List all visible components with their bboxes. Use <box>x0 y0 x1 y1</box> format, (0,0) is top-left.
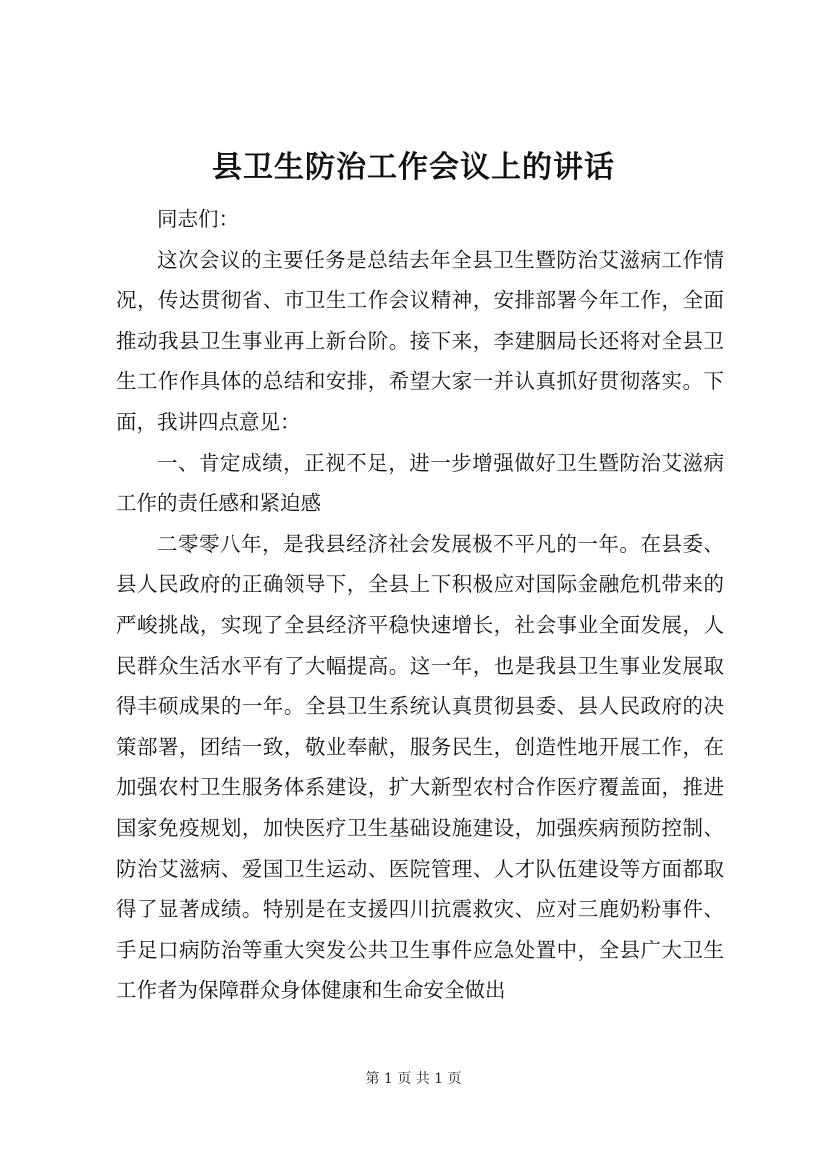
document-title: 县卫生防治工作会议上的讲话 <box>212 150 615 185</box>
intro-paragraph: 这次会议的主要任务是总结去年全县卫生暨防治艾滋病工作情况，传达贯彻省、市卫生工作会议精神，安排部署今年工作，全面推动我县卫生事业再上新台阶。接下来，李建胭局长还将对全县卫生工作作具体的总结和安排，希望大家一并认真抓好贯彻落实。下面，我讲四点意见： <box>116 247 724 434</box>
section-heading-one: 一、肯定成绩，正视不足，进一步增强做好卫生暨防治艾滋病工作的责任感和紧迫感 <box>116 450 724 516</box>
page-number-footer: 第 1 页 共 1 页 <box>365 1071 462 1087</box>
document-body <box>116 199 724 1011</box>
body-paragraph: 二零零八年，是我县经济社会发展极不平凡的一年。在县委、县人民政府的正确领导下，全县上下积极应对国际金融危机带来的严峻挑战，实现了全县经济平稳快速增长，社会事业全面发展，人民群众生活水平有了大幅提高。这一年，也是我县卫生事业发展取得丰硕成果的一年。全县卫生系统认真贯彻县委、县人民政府的决策部署，团结一致，敬业奉献，服务民生，创造性地开展工作，在加强农村卫生服务体系建设，扩大新型农村合作医疗覆盖面，推进国家免疫规划，加快医疗卫生基础设施建设，加强疾病预防控制、防治艾滋病、爱国卫生运动、医院管理、人才队伍建设等方面都取得了显著成绩。特别是在支援四川抗震救灾、应对三鹿奶粉事件、手足口病防治等重大突发公共卫生事件应急处置中，全县广大卫生工作者为保障群众身体健康和生命安全做出 <box>116 531 724 1003</box>
salutation-paragraph: 同志们： <box>157 207 239 231</box>
